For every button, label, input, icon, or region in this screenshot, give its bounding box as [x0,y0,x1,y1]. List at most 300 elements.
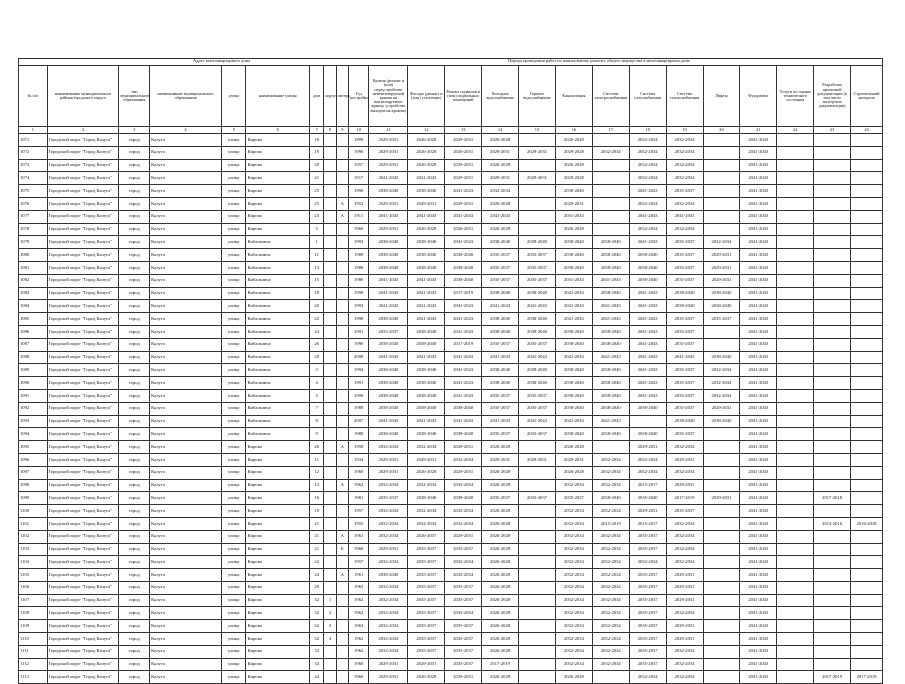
table-cell: город [119,479,150,492]
table-cell [851,530,883,543]
table-cell: 2041-2043 [740,543,777,556]
table-cell: 2032-2034 [629,134,666,147]
table-cell [336,671,348,684]
table-cell: 2041-2043 [555,287,592,300]
table-cell: 2032-2034 [445,517,482,530]
table-cell: Кибальчича [246,261,310,274]
table-row [19,530,883,543]
table-cell: 2032-2034 [408,441,445,454]
table-cell: город [119,185,150,198]
table-cell [703,505,740,518]
table-cell [519,185,556,198]
table-cell [703,479,740,492]
table-cell [814,594,851,607]
table-cell: 2032-2034 [629,671,666,684]
table-cell: Городской округ "Город Калуга" [47,134,119,147]
table-cell: 2029-2031 [666,633,703,646]
table-cell: 2035-2037 [666,389,703,402]
table-cell: 2029-2031 [369,197,408,210]
table-cell: 2038-2040 [629,402,666,415]
table-cell: 1102 [19,530,48,543]
table-cell [814,658,851,671]
table-cell: 12 [310,466,324,479]
table-row [19,543,883,556]
table-cell [851,543,883,556]
col-number: 5 [221,127,246,134]
table-cell [851,172,883,185]
table-cell [324,313,336,326]
table-cell [814,338,851,351]
table-cell: улица [221,620,246,633]
table-cell: 2029-2031 [369,159,408,172]
table-cell [336,556,348,569]
table-cell: 1086 [19,325,48,338]
table-cell: 2041-2043 [445,364,482,377]
table-cell: 2041-2043 [408,415,445,428]
table-cell: 2032-2034 [592,645,629,658]
table-row [19,261,883,274]
table-cell [703,645,740,658]
table-cell [814,556,851,569]
table-cell: Городской округ "Город Калуга" [47,581,119,594]
col-header: Канализация [555,66,592,127]
table-cell: 2032-2034 [555,505,592,518]
table-cell: Городской округ "Город Калуга" [47,505,119,518]
table-cell: 2032-2034 [369,441,408,454]
table-cell: Городской округ "Город Калуга" [47,300,119,313]
table-cell: 2041-2043 [740,415,777,428]
table-cell: 2035-2037 [445,658,482,671]
table-cell: Кибальчича [246,338,310,351]
table-cell: 2017-2019 [445,287,482,300]
table-cell: Калуга [150,479,222,492]
table-cell [851,569,883,582]
col-header: Кровля (ремонт и (или) переустройство невентилируемой крыши на вентилируемую крышу, устройство выходов на кровлю) [369,66,408,127]
table-cell: 2038-2040 [629,261,666,274]
table-cell [336,325,348,338]
table-cell: Кибальчича [246,364,310,377]
table-cell: 2041-2043 [445,185,482,198]
table-cell [777,594,814,607]
table-cell: Кибальчича [246,415,310,428]
table-cell [814,274,851,287]
table-cell: Кирова [246,530,310,543]
table-cell: 1104 [19,556,48,569]
table-cell: 2029-2031 [703,261,740,274]
table-cell: 2029-2031 [703,274,740,287]
table-cell: город [119,159,150,172]
table-cell: Городской округ "Город Калуга" [47,517,119,530]
table-cell: 2032-2034 [369,530,408,543]
table-cell [703,594,740,607]
table-cell: 2032-2034 [555,556,592,569]
table-cell [336,402,348,415]
table-cell: 2041-2043 [519,351,556,364]
table-cell: 2041-2043 [740,197,777,210]
table-cell [777,249,814,262]
table-cell: 2035-2037 [369,492,408,505]
table-cell [814,146,851,159]
table-cell: улица [221,581,246,594]
table-cell: 1996 [348,146,368,159]
table-cell: 19 [310,146,324,159]
table-cell: 2038-2040 [369,236,408,249]
table-cell: город [119,415,150,428]
table-cell: город [119,236,150,249]
table-cell: улица [221,505,246,518]
table-cell: 1083 [19,287,48,300]
table-cell: Городской округ "Город Калуга" [47,325,119,338]
table-cell: 2038-2040 [629,428,666,441]
table-cell: 2032-2034 [592,633,629,646]
table-cell: Кибальчича [246,325,310,338]
table-cell: 2038-2040 [408,402,445,415]
col-header: улица [221,66,246,127]
table-cell: 2032-2034 [482,185,519,198]
col-number: 21 [740,127,777,134]
table-cell: 2038-2040 [555,249,592,262]
table-cell [814,159,851,172]
table-cell: 2041-2043 [740,389,777,402]
table-cell [324,300,336,313]
table-cell [777,633,814,646]
table-cell: 1113 [19,671,48,684]
table-cell: 2041-2043 [740,300,777,313]
table-cell: улица [221,159,246,172]
table-cell: 2038-2040 [408,377,445,390]
table-cell: улица [221,607,246,620]
table-cell: 9 [310,428,324,441]
table-cell: 2035-2037 [482,261,519,274]
table-cell [851,325,883,338]
table-cell [629,415,666,428]
table-cell: 2035-2037 [445,594,482,607]
table-cell: 2029-2031 [666,594,703,607]
table-cell: 2041-2043 [555,351,592,364]
table-cell: город [119,287,150,300]
table-row [19,569,883,582]
table-cell [777,505,814,518]
table-cell: Кибальчича [246,287,310,300]
table-cell: 32 [310,594,324,607]
table-cell [814,364,851,377]
table-cell [851,338,883,351]
table-cell: 2035-2037 [666,377,703,390]
table-cell: Кибальчича [246,428,310,441]
table-cell [851,185,883,198]
table-cell: 1960 [348,658,368,671]
table-cell: Кирова [246,581,310,594]
table-cell: 2029-2031 [629,505,666,518]
table-cell [336,274,348,287]
table-cell: 1955 [348,517,368,530]
table-cell [336,236,348,249]
table-cell: 2041-2043 [592,300,629,313]
table-cell: Калуга [150,261,222,274]
table-cell: улица [221,389,246,402]
table-cell: город [119,633,150,646]
table-cell: 2035-2037 [666,185,703,198]
table-cell [851,441,883,454]
table-cell: Городской округ "Город Калуга" [47,159,119,172]
table-cell: 2038-2040 [369,377,408,390]
table-cell: 2035-2037 [666,505,703,518]
table-cell: 1079 [19,236,48,249]
table-cell: 2041-2043 [445,351,482,364]
table-cell: 2041-2043 [369,210,408,223]
table-cell: город [119,453,150,466]
table-cell [336,146,348,159]
table-cell [703,620,740,633]
table-cell [703,210,740,223]
table-cell: 2029-2031 [482,172,519,185]
table-cell [703,517,740,530]
table-cell: 1076 [19,197,48,210]
table-cell: 2035-2037 [408,556,445,569]
table-cell: 2026-2028 [482,223,519,236]
table-cell [851,466,883,479]
table-cell: 2029-2031 [555,453,592,466]
table-cell: Кирова [246,620,310,633]
table-cell: 1109 [19,620,48,633]
table-cell [324,543,336,556]
table-cell [703,428,740,441]
table-cell [324,453,336,466]
table-cell: 2041-2043 [519,300,556,313]
table-row [19,287,883,300]
table-cell: Городской округ "Город Калуга" [47,607,119,620]
table-cell: 2035-2037 [519,338,556,351]
table-cell [777,479,814,492]
table-cell: 2029-2031 [369,453,408,466]
table-cell [336,172,348,185]
col-number: 17 [592,127,629,134]
table-cell: 2035-2037 [408,594,445,607]
table-cell: 1992 [348,236,368,249]
table-cell: Кирова [246,146,310,159]
table-cell: Городской округ "Город Калуга" [47,556,119,569]
table-cell [336,351,348,364]
table-cell: 2032-2034 [629,197,666,210]
table-cell: 2041-2043 [445,210,482,223]
table-cell: 2026-2028 [482,159,519,172]
table-cell: улица [221,517,246,530]
table-cell [336,620,348,633]
table-cell: 2032-2034 [592,146,629,159]
table-cell [851,287,883,300]
table-cell [324,134,336,147]
table-cell [519,197,556,210]
col-number: 1 [19,127,48,134]
table-cell: 2029-2031 [369,658,408,671]
table-cell: 2032-2034 [592,594,629,607]
table-cell [336,159,348,172]
table-cell: 2029-2031 [408,197,445,210]
table-cell: Кирова [246,466,310,479]
table-cell: 1963 [348,620,368,633]
table-cell [777,325,814,338]
table-cell: 2041-2043 [482,300,519,313]
table-cell: 2041-2043 [408,313,445,326]
table-cell: 2029-2031 [666,620,703,633]
table-cell: улица [221,338,246,351]
table-cell: 1994 [348,364,368,377]
table-cell: город [119,389,150,402]
table-cell [814,441,851,454]
table-cell [519,633,556,646]
col-header: Горячее водоснабжение [519,66,556,127]
table-cell: 2038-2040 [482,325,519,338]
col-number: 9 [336,127,348,134]
table-cell [519,645,556,658]
table-cell [336,607,348,620]
table-cell: 2026-2028 [555,671,592,684]
table-cell: 2038-2040 [703,287,740,300]
col-header: литера [336,66,348,127]
table-cell: 2038-2040 [592,492,629,505]
table-cell: 2038-2040 [369,389,408,402]
table-cell [777,223,814,236]
table-cell: 1090 [19,377,48,390]
table-cell: 5 [310,223,324,236]
table-cell [324,517,336,530]
table-row [19,249,883,262]
table-cell: Калуга [150,338,222,351]
table-cell: 2038-2040 [519,377,556,390]
table-cell: 1962 [348,594,368,607]
table-cell: 2017-2019 [666,492,703,505]
table-cell [851,556,883,569]
table-cell [703,134,740,147]
table-cell: улица [221,466,246,479]
col-number: 2 [47,127,119,134]
table-cell: 2029-2031 [445,172,482,185]
table-cell: 2041-2043 [740,172,777,185]
table-cell: 2032-2034 [369,633,408,646]
table-cell [814,223,851,236]
table-cell: Кирова [246,543,310,556]
table-cell: 2041-2043 [740,351,777,364]
table-cell [592,671,629,684]
table-cell: 2032-2034 [592,607,629,620]
table-cell: город [119,402,150,415]
table-cell: 2029-2031 [369,466,408,479]
table-cell [851,351,883,364]
table-cell: 2038-2040 [555,261,592,274]
table-cell: 1957 [348,556,368,569]
table-cell: Кибальчича [246,389,310,402]
table-cell: 2015-2019 [592,517,629,530]
table-cell: Калуга [150,197,222,210]
table-cell: 2041-2043 [592,274,629,287]
col-number: 15 [519,127,556,134]
table-cell [814,633,851,646]
table-cell [336,185,348,198]
col-number: 13 [445,127,482,134]
table-cell: 2038-2040 [482,377,519,390]
table-cell: Калуга [150,300,222,313]
table-cell [814,325,851,338]
table-cell: 2035-2037 [519,402,556,415]
table-cell: город [119,338,150,351]
table-cell: 2035-2037 [666,428,703,441]
table-cell: Кибальчича [246,274,310,287]
table-cell [777,197,814,210]
table-cell: 2038-2040 [482,364,519,377]
table-cell: Кирова [246,671,310,684]
table-cell [814,313,851,326]
table-cell: Городской округ "Город Калуга" [47,569,119,582]
table-cell: 2041-2043 [740,223,777,236]
table-cell: 1960 [348,671,368,684]
table-cell: 1991 [348,377,368,390]
table-cell: улица [221,210,246,223]
table-cell [324,159,336,172]
table-row [19,364,883,377]
table-cell: 2035-2037 [408,581,445,594]
table-cell: Калуга [150,351,222,364]
table-cell: 1097 [19,466,48,479]
table-cell: Кирова [246,594,310,607]
col-number: 8 [324,127,336,134]
header-row [19,66,883,127]
table-cell: город [119,364,150,377]
table-cell: 2035-2037 [666,261,703,274]
table-cell: 1989 [348,402,368,415]
table-cell: город [119,300,150,313]
table-cell [519,607,556,620]
table-cell: 1101 [19,517,48,530]
table-cell: Калуга [150,594,222,607]
table-cell: 1960 [348,223,368,236]
table-cell [851,581,883,594]
table-cell: 2038-2040 [555,377,592,390]
table-cell: 2026-2028 [408,671,445,684]
table-cell: 2032-2034 [555,581,592,594]
table-cell [324,466,336,479]
table-cell: Городской округ "Город Калуга" [47,479,119,492]
table-cell: Городской округ "Город Калуга" [47,377,119,390]
table-cell: Городской округ "Город Калуга" [47,633,119,646]
table-cell: 2032-2034 [629,172,666,185]
table-cell: Калуга [150,236,222,249]
table-row [19,313,883,326]
table-cell: 2041-2043 [740,607,777,620]
table-cell: 2032-2034 [666,556,703,569]
table-cell: 2038-2040 [555,185,592,198]
table-cell [336,338,348,351]
table-cell: 16 [310,492,324,505]
table-cell: 2029-2031 [555,197,592,210]
table-cell: 2041-2043 [408,274,445,287]
table-cell: 1075 [19,185,48,198]
table-cell: 2038-2040 [445,428,482,441]
table-cell: 2032-2034 [555,620,592,633]
table-row [19,466,883,479]
table-cell [324,223,336,236]
table-cell [336,594,348,607]
table-cell: 2041-2043 [408,351,445,364]
table-cell: 2041-2043 [482,351,519,364]
table-cell: 2041-2043 [629,389,666,402]
table-cell: 1 [310,236,324,249]
table-cell: Кирова [246,441,310,454]
table-cell: 2029-2031 [519,172,556,185]
table-cell [851,300,883,313]
table-cell: 2029-2031 [445,530,482,543]
table-cell: Кирова [246,505,310,518]
table-cell: 2041-2043 [629,300,666,313]
